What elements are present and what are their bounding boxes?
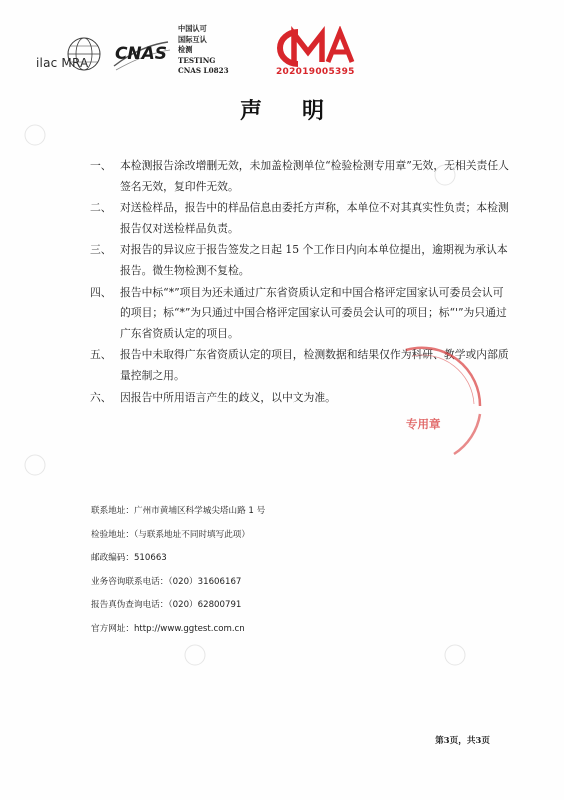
- ilac-logo-text: ilac MRA: [36, 56, 89, 70]
- clause-item: [90, 345, 510, 386]
- seal-label: 专用章: [406, 417, 441, 431]
- cma-mark-icon: [268, 26, 358, 70]
- clause-item: [90, 388, 510, 409]
- postal-code: 邮政编码：510663: [91, 553, 167, 564]
- cnas-meta-line: 国际互认: [178, 34, 207, 44]
- cnas-logo: [110, 36, 172, 72]
- clause-item: [90, 283, 510, 345]
- cnas-meta-line: TESTING: [178, 55, 216, 65]
- clause-number: 一、: [90, 159, 112, 172]
- cnas-accreditation-info: [178, 24, 229, 77]
- clause-item: [90, 240, 510, 281]
- watermark-icon: [440, 640, 470, 670]
- statement-clauses: [90, 156, 510, 409]
- clause-text: 对报告的异议应于报告签发之日起 15 个工作日内向本单位提出，逾期视为承认本报告。微生物检测不复检。: [120, 243, 508, 277]
- watermark-icon: [430, 160, 460, 190]
- verification-phone: 报告真伪查询电话：（020）62800791: [91, 600, 242, 611]
- clause-text: 报告中标“*”项目为还未通过广东省资质认定和中国合格评定国家认可委员会认可的项目；标“*”为只通过中国合格评定国家认可委员会认可的项目；标“'”为只通过广东省资质认定的项目。: [120, 285, 507, 340]
- clause-text: 因报告中所用语言产生的歧义，以中文为准。: [120, 390, 336, 404]
- clause-number: 二、: [90, 201, 112, 215]
- page-title: 声明: [239, 98, 364, 124]
- clause-number: 三、: [90, 243, 112, 257]
- watermark-icon: [20, 120, 50, 150]
- page-number: 第3页，共3页: [435, 736, 490, 746]
- business-phone: 业务咨询联系电话：（020）31606167: [91, 576, 242, 587]
- clause-number: 六、: [90, 390, 112, 404]
- clause-text: 本检测报告涂改增删无效，未加盖检测单位“检验检测专用章”无效，无相关责任人签名无效，复印件无效。: [120, 159, 509, 193]
- clause-number: 五、: [90, 348, 112, 362]
- clause-item: [90, 198, 510, 239]
- watermark-icon: [20, 450, 50, 480]
- clause-number: 四、: [90, 285, 112, 299]
- accreditation-logos: [36, 22, 355, 82]
- clause-text: 报告中未取得广东省资质认定的项目，检测数据和结果仅作为科研、教学或内部质量控制之用。: [120, 348, 509, 382]
- cma-logo: [268, 26, 358, 86]
- cnas-meta-line: CNAS L0823: [178, 66, 229, 75]
- official-website: 官方网址：http://www.ggtest.com.cn: [91, 623, 245, 634]
- cma-certificate-number: 202019005395: [276, 67, 355, 77]
- contact-info: [91, 500, 265, 642]
- watermark-icon: [180, 640, 210, 670]
- test-address: 检验地址：（与联系地址不同时填写此项）: [91, 529, 250, 540]
- cnas-meta-line: 检测: [178, 45, 193, 54]
- cnas-meta-line: 中国认可: [178, 24, 207, 33]
- cnas-logo-text: CNAS: [114, 44, 168, 64]
- clause-text: 对送检样品，报告中的样品信息由委托方声称，本单位不对其真实性负责；本检测报告仅对送检样品负责。: [120, 201, 509, 235]
- ilac-mra-logo: [36, 34, 106, 78]
- contact-address: 联系地址：广州市黄埔区科学城尖塔山路 1 号: [91, 506, 266, 516]
